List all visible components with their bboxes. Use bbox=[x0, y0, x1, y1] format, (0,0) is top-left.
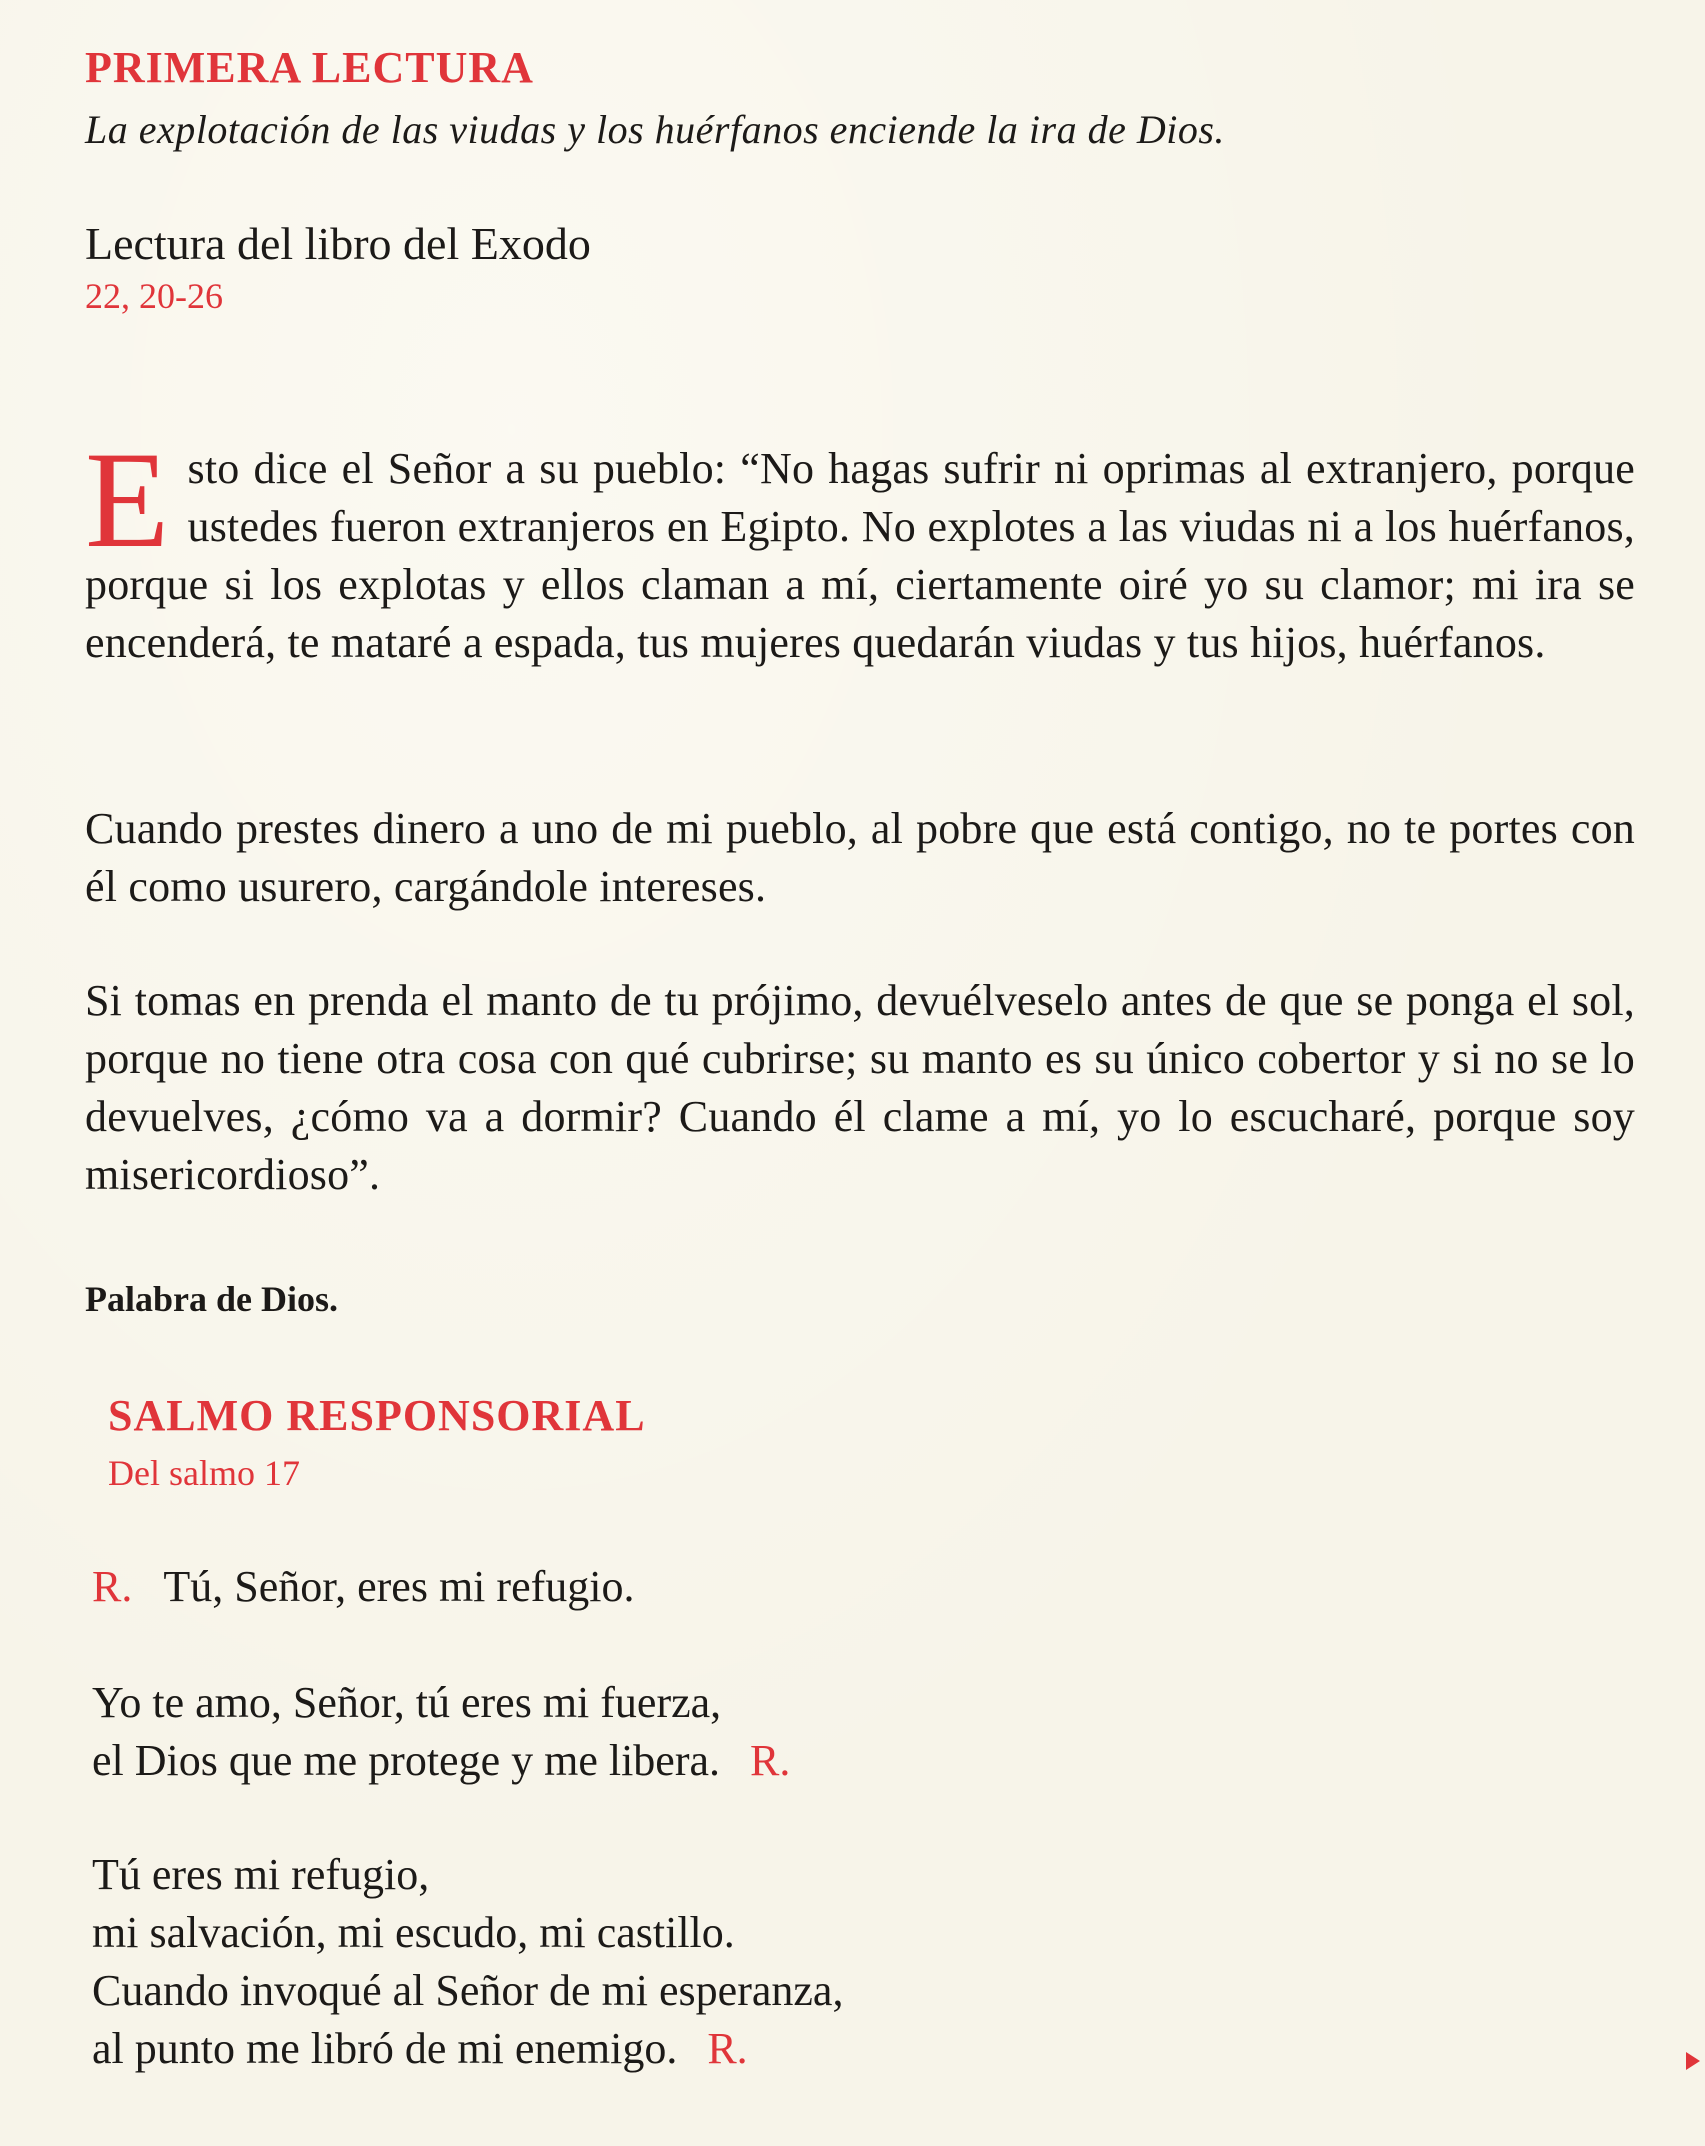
reading-closing-block bbox=[85, 1278, 1635, 1321]
paragraph-1-text: sto dice el Señor a su pueblo: “No hagas sufrir ni oprimas al extranjero, porque ustedes fueron extranjeros en Egipto. No explotes a las viudas ni a los huérfanos, porque si los explotas y ellos claman a mí, ciertamente oiré yo su clamor; mi ira se encenderá, te mataré a espada, tus mujeres quedarán viudas y tus hijos, huérfanos. bbox=[85, 444, 1635, 667]
stanza-1-line-1: Yo te amo, Señor, tú eres mi fuerza, bbox=[92, 1678, 722, 1727]
psalm-response bbox=[92, 1558, 1642, 1616]
triangle-right-icon bbox=[1686, 2052, 1700, 2070]
reading-title: PRIMERA LECTURA bbox=[85, 43, 534, 92]
response-text: Tú, Señor, eres mi refugio. bbox=[163, 1562, 635, 1611]
psalm-reference: Del salmo 17 bbox=[108, 1453, 300, 1493]
stanza-2-line-4: al punto me libró de mi enemigo. bbox=[92, 2024, 678, 2073]
reading-paragraph-3 bbox=[85, 972, 1635, 1204]
reading-reference: 22, 20-26 bbox=[85, 276, 223, 317]
reading-paragraph-2 bbox=[85, 800, 1635, 916]
stanza-1-response-mark: R. bbox=[750, 1736, 791, 1785]
reading-subtitle: La explotación de las viudas y los huérfanos enciende la ira de Dios. bbox=[85, 107, 1225, 152]
stanza-1-line-2: el Dios que me protege y me libera. bbox=[92, 1736, 721, 1785]
reading-paragraph-1 bbox=[85, 423, 1635, 672]
psalm-stanza-2 bbox=[92, 1846, 1642, 2078]
stanza-2-line-3: Cuando invoqué al Señor de mi esperanza, bbox=[92, 1966, 844, 2015]
paragraph-2-text: Cuando prestes dinero a uno de mi pueblo, al pobre que está contigo, no te portes con él como usurero, cargándole intereses. bbox=[85, 804, 1635, 911]
psalm-title: SALMO RESPONSORIAL bbox=[108, 1391, 646, 1440]
stanza-2-line-2: mi salvación, mi escudo, mi castillo. bbox=[92, 1908, 735, 1957]
psalm-heading bbox=[108, 1391, 1658, 1495]
reading-source-block bbox=[85, 216, 1635, 318]
reading-heading bbox=[85, 43, 1635, 154]
psalm-stanza-1 bbox=[92, 1674, 1642, 1790]
reading-closing: Palabra de Dios. bbox=[85, 1279, 339, 1319]
paragraph-3-text: Si tomas en prenda el manto de tu prójimo, devuélveselo antes de que se ponga el sol, porque no tiene otra cosa con qué cubrirse; su manto es su único cobertor y si no se lo devuelves, ¿cómo va a dormir? Cuando él clame a mí, yo lo escucharé, porque soy misericordioso”. bbox=[85, 976, 1635, 1199]
stanza-2-response-mark: R. bbox=[707, 2024, 748, 2073]
reading-source: Lectura del libro del Exodo bbox=[85, 218, 591, 269]
drop-cap: E bbox=[85, 423, 170, 576]
response-mark: R. bbox=[92, 1562, 133, 1611]
stanza-2-line-1: Tú eres mi refugio, bbox=[92, 1850, 430, 1899]
